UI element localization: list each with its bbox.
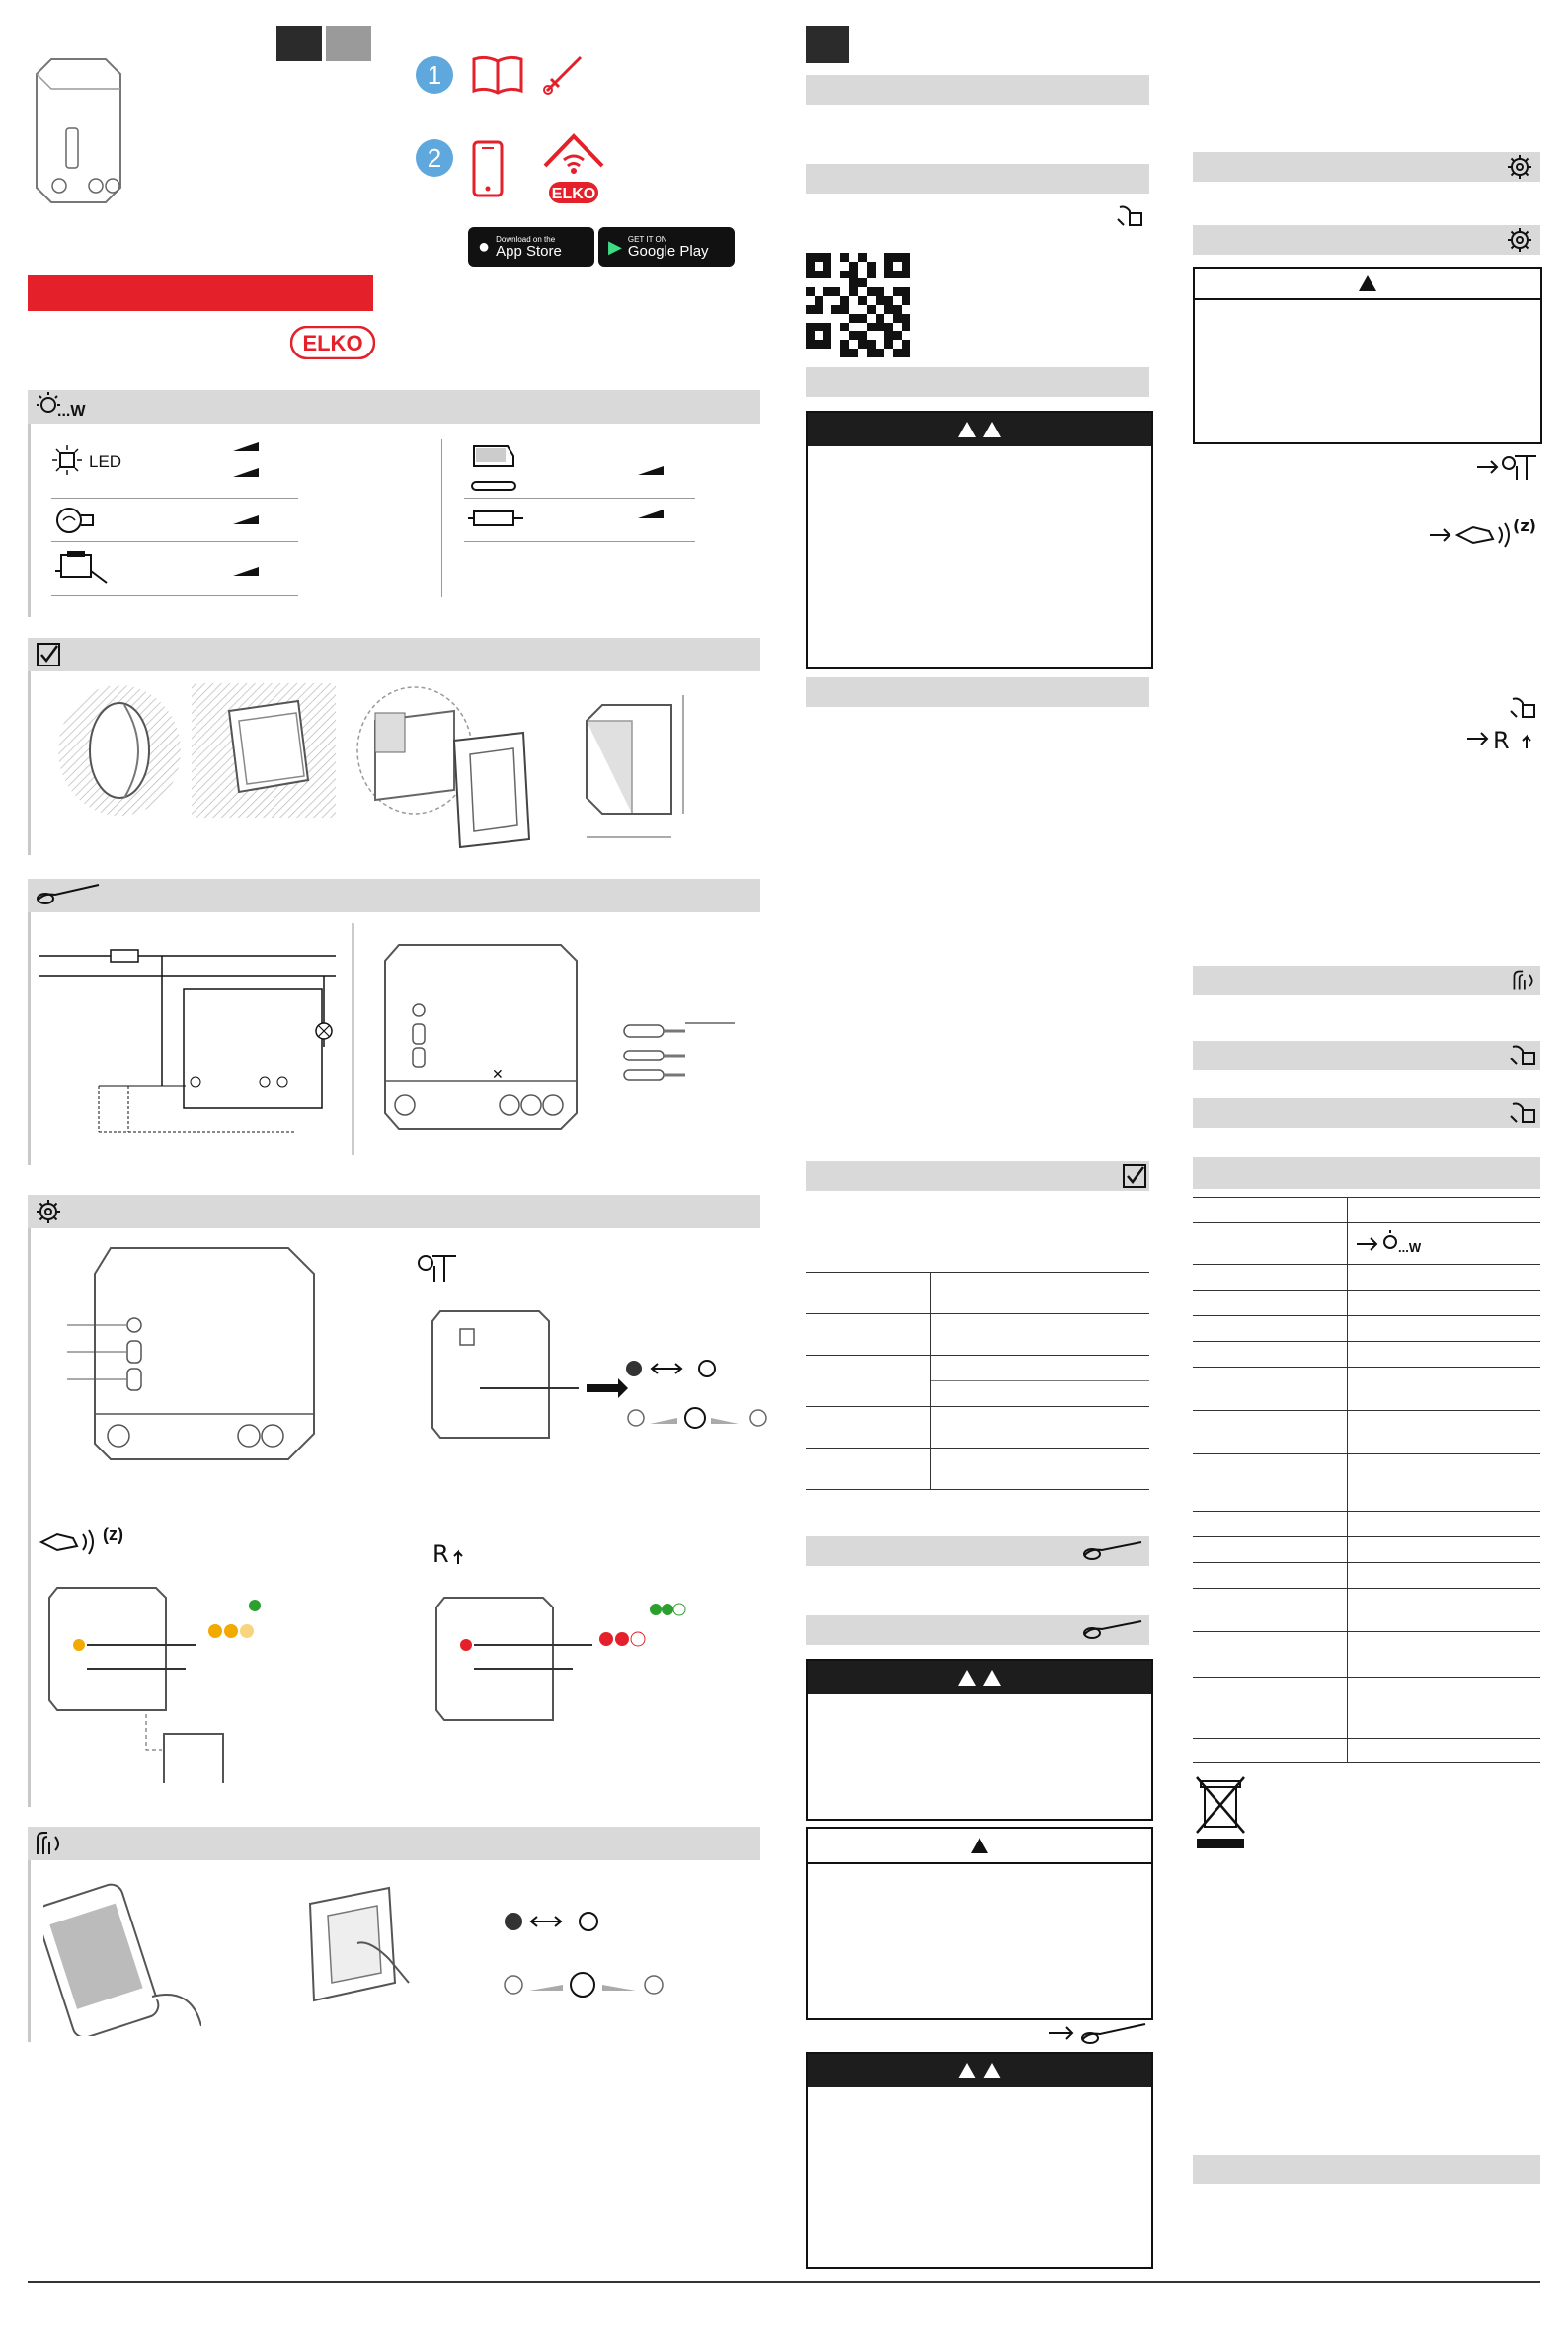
screwdriver-icon xyxy=(1080,1617,1145,1641)
app-bar xyxy=(1193,966,1540,995)
warning-header xyxy=(808,413,1151,446)
red-green-leds-indicator xyxy=(596,1600,695,1649)
divider xyxy=(464,541,695,542)
install-info-bar xyxy=(806,1161,1149,1191)
spec-table-header xyxy=(1193,1157,1540,1189)
divider xyxy=(464,498,695,499)
loads-header xyxy=(28,390,760,424)
led-icon xyxy=(51,444,83,476)
install-header xyxy=(28,638,760,671)
screwdriver-icon xyxy=(541,53,585,97)
table-row xyxy=(1193,1762,1540,1763)
weee-bin-icon xyxy=(1193,1773,1248,1852)
divider xyxy=(51,541,298,542)
checkbox-icon xyxy=(36,642,61,667)
manual-icon xyxy=(1507,695,1538,721)
transformer-icon xyxy=(53,549,109,587)
table-row xyxy=(806,1448,1149,1449)
app-store-badge[interactable]: ● Download on the App Store xyxy=(468,227,594,267)
table-row xyxy=(1193,1631,1540,1632)
warning-icon xyxy=(958,1670,976,1686)
pairing-label: (z) xyxy=(103,1525,123,1544)
device-terminals-illustration xyxy=(383,943,581,1131)
table-row xyxy=(1193,1290,1540,1291)
device-dimensions-illustration xyxy=(573,691,701,849)
qr-code[interactable] xyxy=(806,253,910,357)
color-swatch-black xyxy=(276,26,322,61)
electronic-driver-icon xyxy=(468,506,525,533)
settings-bar xyxy=(1193,225,1540,255)
manual-icon xyxy=(1114,203,1145,229)
arrow-reset-icon xyxy=(1465,725,1538,752)
loads-panel xyxy=(28,390,759,617)
arrow-teach-icon xyxy=(1475,452,1538,482)
divider xyxy=(51,595,298,596)
reset-illustration xyxy=(434,1596,612,1724)
dim-ramp xyxy=(233,567,259,576)
manual-bar xyxy=(1193,1041,1540,1070)
table-row xyxy=(1193,1588,1540,1589)
table-row xyxy=(806,1313,1149,1314)
warning-icon xyxy=(1359,275,1376,291)
safety-warning-box xyxy=(806,411,1153,669)
language-tag xyxy=(806,26,849,63)
dim-ramp xyxy=(638,510,664,518)
nfc-hand-icon xyxy=(1511,968,1536,993)
electrical-warning-box xyxy=(806,2052,1153,2269)
electrical-warning-box xyxy=(806,1659,1153,1821)
wiring-divider xyxy=(352,923,354,1155)
gear-icon xyxy=(1507,154,1532,180)
table-row xyxy=(1193,1677,1540,1678)
dimming-bulbs-icon xyxy=(620,1396,778,1440)
arrow-watt-icon xyxy=(1355,1228,1434,1258)
footer-bar xyxy=(1193,2155,1540,2184)
warning-header xyxy=(808,1661,1151,1694)
table-row xyxy=(1193,1264,1540,1265)
app-dimming-bulbs-icon xyxy=(498,1961,675,2010)
caution-box xyxy=(1193,267,1542,444)
table-column-divider xyxy=(1347,1197,1348,1762)
info-bar xyxy=(806,164,1149,194)
table-row xyxy=(806,1272,1149,1273)
svg-text:ELKO: ELKO xyxy=(302,331,363,355)
teach-icon xyxy=(415,1252,458,1286)
manual-icon xyxy=(1507,1100,1538,1126)
info-bar xyxy=(806,367,1149,397)
electric-warning-icon xyxy=(983,1670,1001,1686)
arrow-pairing-icon xyxy=(1428,511,1540,551)
wiring-schematic xyxy=(39,928,346,1155)
settings-bar xyxy=(1193,152,1540,182)
incandescent-bulb-icon xyxy=(53,506,95,535)
google-play-badge[interactable]: ▶ GET IT ON Google Play xyxy=(598,227,735,267)
table-row xyxy=(1193,1341,1540,1342)
elko-smart-home-icon xyxy=(539,126,608,209)
manual-icon xyxy=(1507,1043,1538,1068)
apple-icon: ● xyxy=(478,235,491,258)
table-row xyxy=(1193,1562,1540,1563)
round-wall-box-illustration xyxy=(55,681,184,820)
wiring-header xyxy=(28,879,760,912)
color-swatch-grey xyxy=(326,26,371,61)
warning-icon xyxy=(958,2063,976,2078)
table-row xyxy=(806,1355,1149,1356)
reset-label: R xyxy=(432,1540,449,1568)
bulb-toggle-icon xyxy=(622,1351,731,1390)
box-with-frame-illustration xyxy=(355,681,553,859)
pairing-label: (z) xyxy=(1513,516,1536,535)
reset-label: R xyxy=(1493,727,1510,752)
arrow-screwdriver-icon xyxy=(1047,2020,1149,2046)
warning-icon xyxy=(958,422,976,437)
table-row xyxy=(806,1406,1149,1407)
square-wall-box-illustration xyxy=(190,681,338,820)
info-bar xyxy=(806,75,1149,105)
table-row xyxy=(1193,1511,1540,1512)
page-bottom-rule xyxy=(28,2281,1540,2283)
reset-icon xyxy=(432,1540,468,1568)
loads-watt-label: ...W xyxy=(57,403,86,420)
dim-ramp xyxy=(233,515,259,524)
watt-label: ...W xyxy=(1398,1240,1422,1255)
dim-ramp xyxy=(638,466,664,475)
table-row xyxy=(1193,1197,1540,1198)
step-1-badge: 1 xyxy=(416,56,453,94)
elko-logo xyxy=(290,326,375,359)
settings-header xyxy=(28,1195,760,1228)
nfc-hand-icon xyxy=(34,1829,63,1858)
device-illustration xyxy=(22,39,130,207)
amber-leds-indicator xyxy=(207,1598,286,1647)
info-bar xyxy=(806,677,1149,707)
manual-book-icon xyxy=(472,55,523,95)
screwdriver-icon xyxy=(1080,1538,1145,1562)
device-buttons-illustration xyxy=(59,1246,316,1463)
loads-column-divider xyxy=(441,439,442,597)
manual-bar xyxy=(1193,1098,1540,1128)
table-row xyxy=(1193,1315,1540,1316)
load-led-label: LED xyxy=(89,452,122,471)
halogen-lamp-icon xyxy=(468,440,517,496)
table-row xyxy=(1193,1410,1540,1411)
wire-strip-length-illustration xyxy=(620,1013,739,1092)
electric-warning-icon xyxy=(983,2063,1001,2078)
table-row xyxy=(1193,1453,1540,1454)
warning-header xyxy=(808,2054,1151,2087)
table-column-divider xyxy=(930,1272,931,1489)
app-header xyxy=(28,1827,760,1860)
dim-ramp xyxy=(233,468,259,477)
google-play-icon: ▶ xyxy=(608,236,622,257)
table-row xyxy=(1193,1738,1540,1739)
wall-switch-illustration xyxy=(300,1884,429,2012)
divider xyxy=(51,498,298,499)
title-red-bar xyxy=(28,275,373,311)
dim-ramp xyxy=(233,442,259,451)
phone-app-illustration xyxy=(43,1878,201,2036)
screwdriver-icon xyxy=(34,881,103,906)
app-bulbs-toggle-icon xyxy=(500,1902,618,1941)
diagram-symbol: ✕ xyxy=(492,1067,504,1083)
table-row xyxy=(1193,1536,1540,1537)
table-row xyxy=(806,1489,1149,1490)
caution-header xyxy=(1195,269,1540,300)
caution-header xyxy=(808,1829,1151,1864)
step-2-badge: 2 xyxy=(416,139,453,177)
table-row xyxy=(930,1380,1149,1381)
svg-text:ELKO: ELKO xyxy=(551,186,596,202)
checkbox-icon xyxy=(1122,1163,1147,1189)
gear-icon xyxy=(36,1199,61,1224)
gear-icon xyxy=(1507,227,1532,253)
warning-icon xyxy=(971,1838,988,1853)
teach-mode-illustration xyxy=(431,1309,628,1448)
smartphone-icon xyxy=(472,140,504,197)
electric-warning-icon xyxy=(983,422,1001,437)
caution-box xyxy=(806,1827,1153,2020)
table-row xyxy=(1193,1367,1540,1368)
table-row xyxy=(1193,1222,1540,1223)
